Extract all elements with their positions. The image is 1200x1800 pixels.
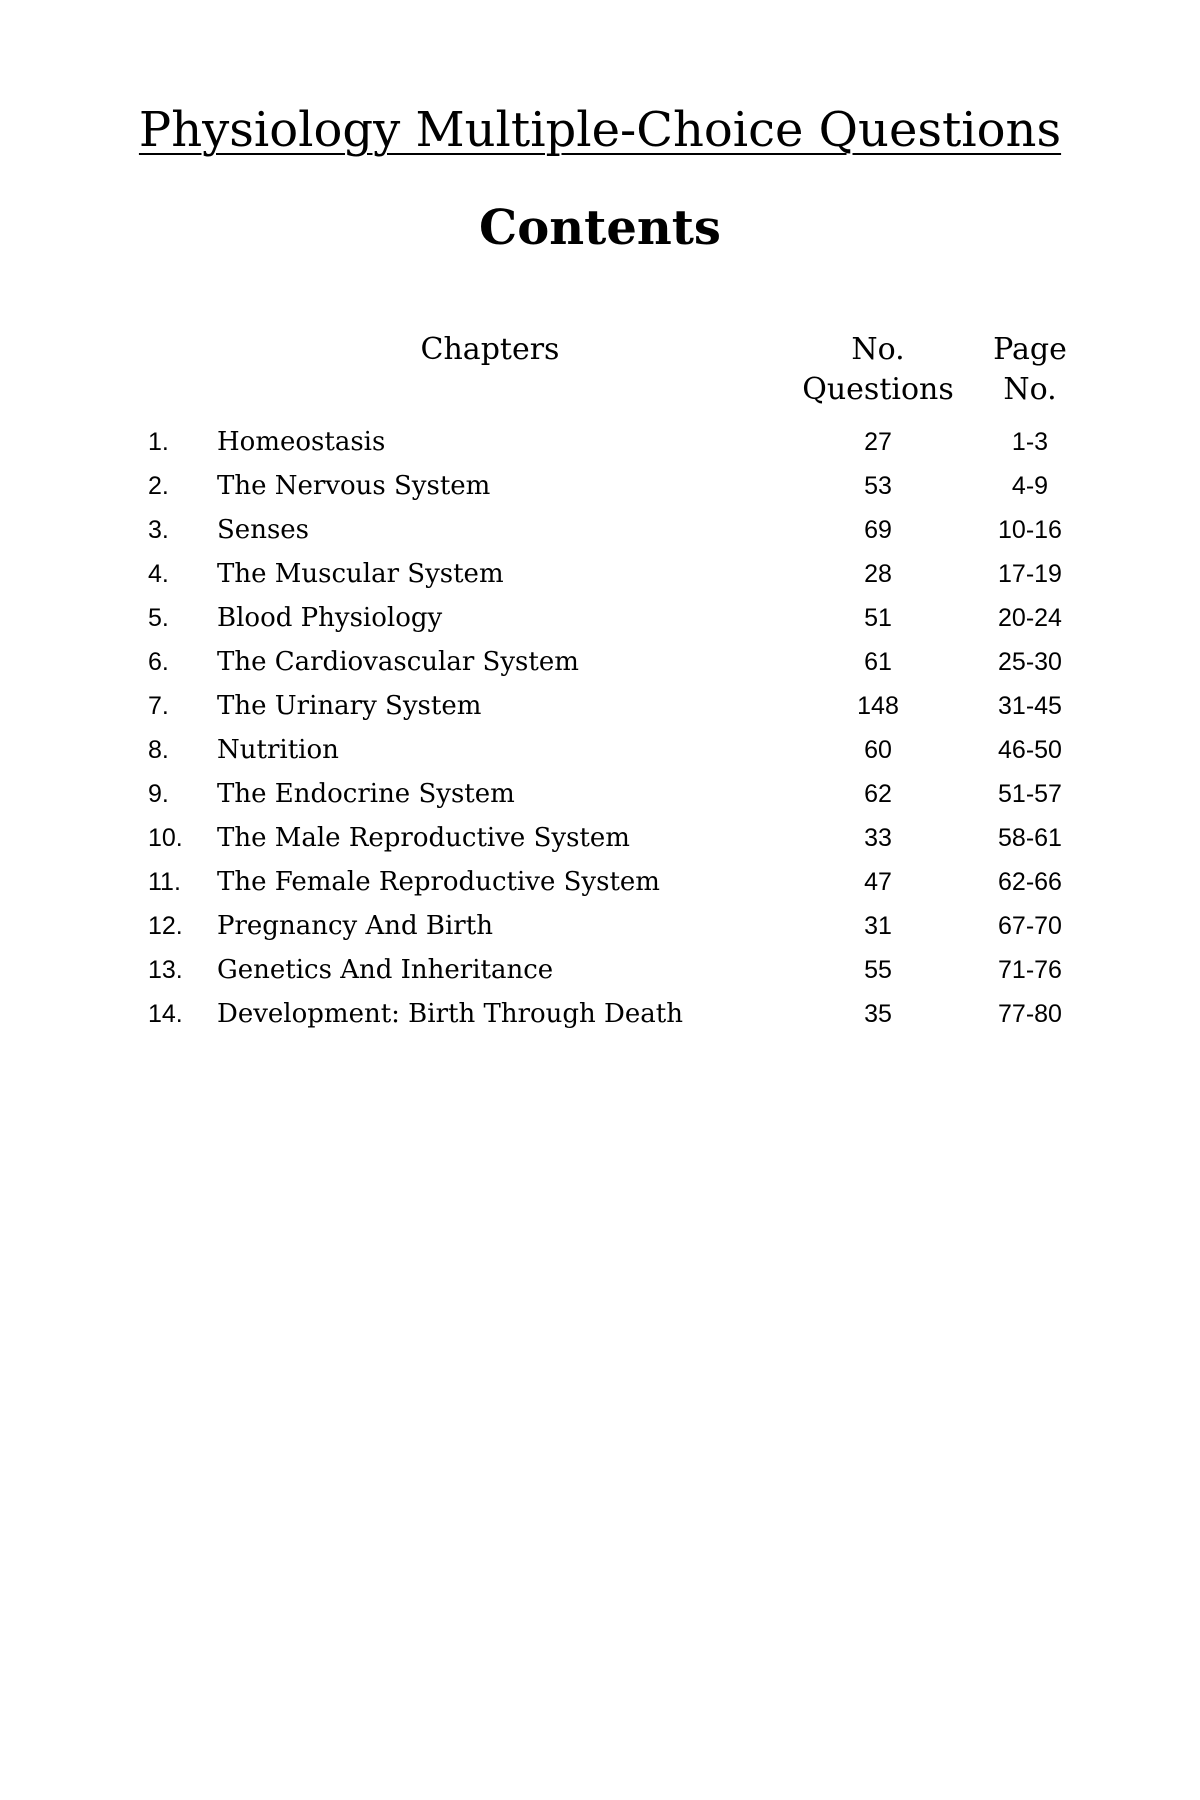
chapter-title: Nutrition <box>217 735 339 765</box>
table-row <box>0 596 1200 640</box>
chapter-title: Development: Birth Through Death <box>217 999 683 1029</box>
chapter-title: Homeostasis <box>217 427 386 457</box>
table-row <box>0 728 1200 772</box>
question-count: 51 <box>864 604 892 632</box>
chapters-header-label: Chapters <box>420 332 560 367</box>
question-count: 55 <box>864 956 892 984</box>
chapter-number: 8. <box>148 736 169 764</box>
question-count: 31 <box>864 912 892 940</box>
table-row <box>0 552 1200 596</box>
question-count: 28 <box>864 560 892 588</box>
table-row <box>0 420 1200 464</box>
page-range: 62-66 <box>998 868 1062 896</box>
chapter-title: Blood Physiology <box>217 603 443 633</box>
chapter-title: The Male Reproductive System <box>217 823 630 853</box>
table-row <box>0 772 1200 816</box>
page-header-line2: No. <box>1003 372 1057 407</box>
page-range: 17-19 <box>998 560 1062 588</box>
question-count: 35 <box>864 1000 892 1028</box>
chapter-number: 13. <box>148 956 183 984</box>
questions-header-line1: No. <box>851 332 905 367</box>
questions-header-line2: Questions <box>802 372 954 407</box>
chapter-number: 12. <box>148 912 183 940</box>
page-range: 51-57 <box>998 780 1062 808</box>
chapter-number: 3. <box>148 516 169 544</box>
page-range: 31-45 <box>998 692 1062 720</box>
page-range: 71-76 <box>998 956 1062 984</box>
chapter-number: 2. <box>148 472 169 500</box>
document-title-text: Physiology Multiple-Choice Questions <box>138 102 1062 158</box>
question-count: 27 <box>864 428 892 456</box>
question-count: 61 <box>864 648 892 676</box>
table-row <box>0 816 1200 860</box>
contents-heading: Contents <box>479 200 721 256</box>
questions-column-header <box>768 330 988 410</box>
question-count: 60 <box>864 736 892 764</box>
chapter-title: The Endocrine System <box>217 779 515 809</box>
chapter-title: The Cardiovascular System <box>217 647 579 677</box>
page-range: 77-80 <box>998 1000 1062 1028</box>
page-range: 67-70 <box>998 912 1062 940</box>
page-header-line1: Page <box>993 332 1067 367</box>
question-count: 148 <box>857 692 899 720</box>
chapter-title: The Nervous System <box>217 471 491 501</box>
page-range: 46-50 <box>998 736 1062 764</box>
table-row <box>0 992 1200 1036</box>
chapter-number: 9. <box>148 780 169 808</box>
chapter-number: 10. <box>148 824 183 852</box>
question-count: 62 <box>864 780 892 808</box>
question-count: 53 <box>864 472 892 500</box>
chapter-number: 4. <box>148 560 169 588</box>
chapter-number: 14. <box>148 1000 183 1028</box>
chapters-column-header <box>380 330 600 370</box>
chapter-number: 7. <box>148 692 169 720</box>
chapter-number: 11. <box>148 868 181 896</box>
question-count: 69 <box>864 516 892 544</box>
page-range: 4-9 <box>1011 472 1049 500</box>
chapter-number: 5. <box>148 604 169 632</box>
chapter-title: Pregnancy And Birth <box>217 911 493 941</box>
chapter-number: 1. <box>148 428 169 456</box>
chapter-title: The Muscular System <box>217 559 504 589</box>
document-title <box>0 98 1200 162</box>
page-range: 25-30 <box>998 648 1062 676</box>
question-count: 33 <box>864 824 892 852</box>
chapter-title: The Urinary System <box>217 691 482 721</box>
chapter-title: Genetics And Inheritance <box>217 955 554 985</box>
chapter-title: Senses <box>217 515 310 545</box>
chapter-title: The Female Reproductive System <box>217 867 660 897</box>
table-row <box>0 684 1200 728</box>
page-range: 58-61 <box>998 824 1062 852</box>
table-row <box>0 464 1200 508</box>
table-row <box>0 860 1200 904</box>
page-range: 1-3 <box>1011 428 1049 456</box>
question-count: 47 <box>864 868 892 896</box>
table-row <box>0 508 1200 552</box>
table-row <box>0 948 1200 992</box>
page-range: 20-24 <box>998 604 1062 632</box>
page-range: 10-16 <box>998 516 1062 544</box>
table-row <box>0 904 1200 948</box>
page-column-header <box>960 330 1100 410</box>
table-row <box>0 640 1200 684</box>
chapter-number: 6. <box>148 648 169 676</box>
